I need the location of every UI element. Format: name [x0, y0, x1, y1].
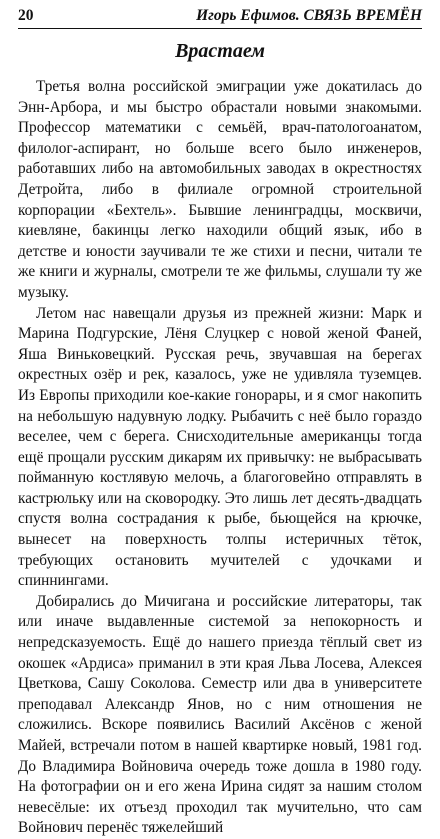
paragraph: Третья волна российской эмиграции уже докатилась до Энн-Арбора, и мы быстро обрастали новыми знакомыми. Профессор математики с семьёй, врач-патологоанатом, филолог-аспирант, но больше всего было инженеров, работавших либо на автомобильных заводах в окрестностях Детройта, либо в филиале огромной строительной корпорации «Бехтель». Бывшие ленинградцы, москвичи, киевляне, бакинцы легко находили общий язык, ибо в детстве и юности заучивали те же стихи и песни, читали те же книги и журналы, смотрели те же фильмы, слушали ту же музыку.	[18, 78, 422, 301]
body-text	[18, 77, 422, 839]
book-page	[18, 6, 422, 839]
paragraph: Добирались до Мичигана и российские литераторы, так или иначе выдавленные системой за непокорность и непредсказуемость. Ещё до нашего приезда тёплый свет из окошек «Ардиса» приманил в эти края Льва Лосева, Алексея Цветкова, Сашу Соколова. Семестр или два в университете преподавал Александр Янов, но с ним отношения не сложились. Вскоре появились Василий Аксёнов с женой Майей, встречали потом в нашей квартирке новый, 1981 год. До Владимира Войновича очередь тоже дошла в 1980 году. На фотографии он и его жена Ирина сидят за нашим столом невесёлые: их отъезд проходил так мучительно, что сам Войнович перенёс тяжелейший	[18, 592, 422, 837]
paragraph: Летом нас навещали друзья из прежней жизни: Марк и Марина Подгурские, Лёня Слуцкер с новой женой Фаней, Яша Виньковецкий. Русская речь, звучавшая на берегах окрестных озёр и рек, казалось, уже не удивляла туземцев. Из Европы приходили кое-какие гонорары, и я смог накопить на небольшую надувную лодку. Рыбачить с неё было гораздо веселее, чем с берега. Снисходительные американцы тогда ещё прощали русским дикарям их привычку: не выбрасывать пойманную костлявую мелочь, а благоговейно отправлять в кастрюльку или на сковородку. Это лишь лет десять-двадцать спустя волна сострадания к рыбе, бьющейся на крючке, вынесет на поверхность толпы истеричных тёток, требующих остановить мучителей с удочками и спиннингами.	[18, 304, 422, 590]
running-header	[18, 6, 422, 29]
running-title: Игорь Ефимов. СВЯЗЬ ВРЕМЁН	[196, 7, 422, 24]
chapter-title: Врастаем	[175, 40, 265, 62]
page-number: 20	[18, 7, 34, 24]
